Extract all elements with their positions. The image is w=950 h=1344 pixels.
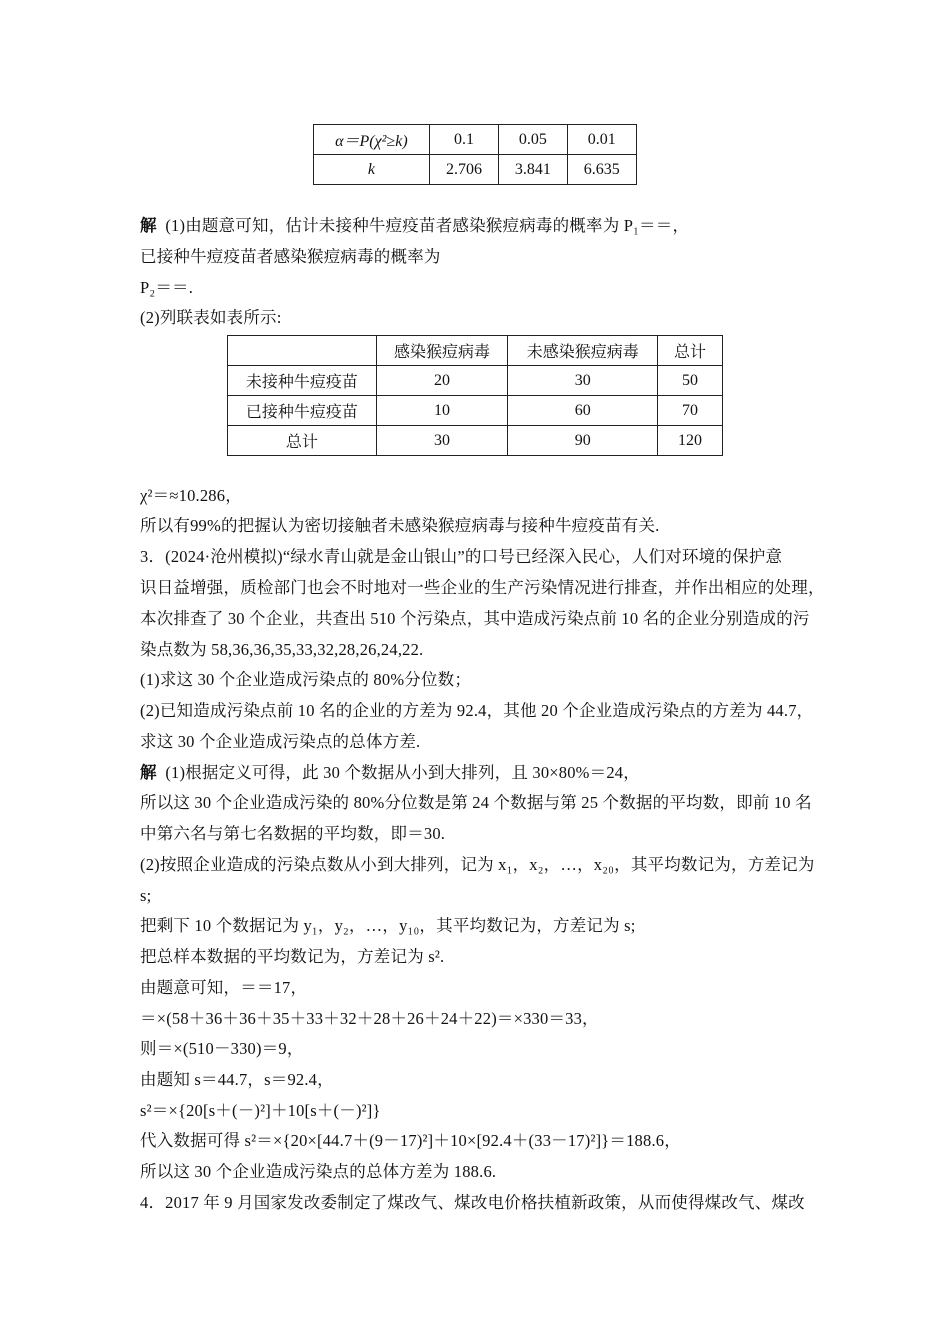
contingency-table (227, 335, 723, 456)
table-header-cell: 感染猴痘病毒 (376, 336, 508, 366)
solution-line: 所以这 30 个企业造成污染点的总体方差为 188.6. (140, 1162, 497, 1181)
table-cell: 0.05 (499, 125, 567, 155)
problem-line: 3．(2024·沧州模拟)“绿水青山就是金山银山”的口号已经深入民心，人们对环境的保护意 (140, 547, 783, 566)
problem-line: (1)求这 30 个企业造成污染点的 80%分位数； (140, 670, 472, 689)
table-header-cell (228, 336, 377, 366)
solution-line (140, 763, 640, 783)
problem-line: 4．2017 年 9 月国家发改委制定了煤改气、煤改电价格扶植新政策，从而使得煤改气、煤改 (140, 1193, 805, 1212)
table-row (314, 125, 637, 155)
solution-line: ＝×(58＋36＋36＋35＋33＋32＋28＋26＋24＋22)＝×330＝33， (140, 1009, 599, 1028)
table-row (228, 366, 723, 396)
solution-line: s²＝×{20[s＋(－)²]＋10[s＋(－)²]} (140, 1101, 381, 1120)
table-row (228, 396, 723, 426)
table-row (314, 155, 637, 185)
table-cell: 0.01 (567, 125, 636, 155)
table-row (228, 426, 723, 456)
solution-line: 所以这 30 个企业造成污染的 80%分位数是第 24 个数据与第 25 个数据的平均数，即前 10 名 (140, 793, 812, 812)
problem-line: 求这 30 个企业造成污染点的总体方差. (140, 732, 421, 751)
table-cell: 90 (508, 426, 658, 456)
solution-line: (2)列联表如表所示: (140, 308, 282, 327)
problem-line: 染点数为 58,36,36,35,33,32,28,26,24,22. (140, 640, 424, 659)
table-cell: 50 (658, 366, 723, 396)
solution-line: 由题知 s＝44.7，s＝92.4， (140, 1070, 334, 1089)
table-cell: 70 (658, 396, 723, 426)
solution-line: (2)按照企业造成的污染点数从小到大排列，记为 x₁，x₂，…，x₂₀，其平均数记为，方差记为 (140, 855, 815, 874)
table-cell: 0.1 (429, 125, 498, 155)
solution-line: 已接种牛痘疫苗者感染猴痘病毒的概率为 (140, 247, 441, 266)
problem-line: 本次排查了 30 个企业，共查出 510 个污染点，其中造成污染点前 10 名的企业分别造成的污 (140, 609, 810, 628)
table-cell: 已接种牛痘疫苗 (228, 396, 377, 426)
table-header-row (228, 336, 723, 366)
table-cell: 2.706 (429, 155, 498, 185)
table-cell: 总计 (228, 426, 377, 456)
table-cell: 10 (376, 396, 508, 426)
solution-text: (1)由题意可知，估计未接种牛痘疫苗者感染猴痘病毒的概率为 P₁＝＝， (165, 216, 690, 235)
table-cell: 120 (658, 426, 723, 456)
problem-line: (2)已知造成污染点前 10 名的企业的方差为 92.4，其他 20 个企业造成污染点的方差为 44.7， (140, 701, 814, 720)
table-cell: 30 (376, 426, 508, 456)
solution-line: 把总样本数据的平均数记为，方差记为 s². (140, 947, 445, 966)
solution-label: 解 (140, 763, 157, 782)
table-cell: 60 (508, 396, 658, 426)
table-cell: 3.841 (499, 155, 567, 185)
solution-line: 中第六名与第七名数据的平均数，即＝30. (140, 824, 446, 843)
table-header-cell: 未感染猴痘病毒 (508, 336, 658, 366)
table-cell: 20 (376, 366, 508, 396)
chi-square-line: χ²＝≈10.286， (140, 486, 242, 505)
table-cell: k (314, 155, 430, 185)
problem-line: 识日益增强，质检部门也会不时地对一些企业的生产污染情况进行排查，并作出相应的处理， (140, 578, 825, 597)
solution-label: 解 (140, 216, 157, 235)
solution-line: 把剩下 10 个数据记为 y₁，y₂，…，y₁₀，其平均数记为，方差记为 s; (140, 916, 636, 935)
solution-line: P₂＝＝. (140, 278, 194, 297)
table-cell: 未接种牛痘疫苗 (228, 366, 377, 396)
table-cell: 30 (508, 366, 658, 396)
table-cell: α＝P(χ²≥k) (314, 125, 430, 155)
solution-text: (1)根据定义可得，此 30 个数据从小到大排列，且 30×80%＝24， (165, 763, 640, 782)
solution-line: 由题意可知，＝＝17， (140, 978, 308, 997)
solution-line: s; (140, 886, 152, 905)
solution-line: 则＝×(510－330)＝9， (140, 1039, 304, 1058)
conclusion-line: 所以有99%的把握认为密切接触者未感染猴痘病毒与接种牛痘疫苗有关. (140, 516, 660, 535)
solution-line (140, 216, 689, 236)
table-header-cell: 总计 (658, 336, 723, 366)
solution-line: 代入数据可得 s²＝×{20×[44.7＋(9－17)²]＋10×[92.4＋(33－17)²]}＝188.6， (140, 1131, 681, 1150)
table-cell: 6.635 (567, 155, 636, 185)
critical-value-table (313, 124, 637, 185)
